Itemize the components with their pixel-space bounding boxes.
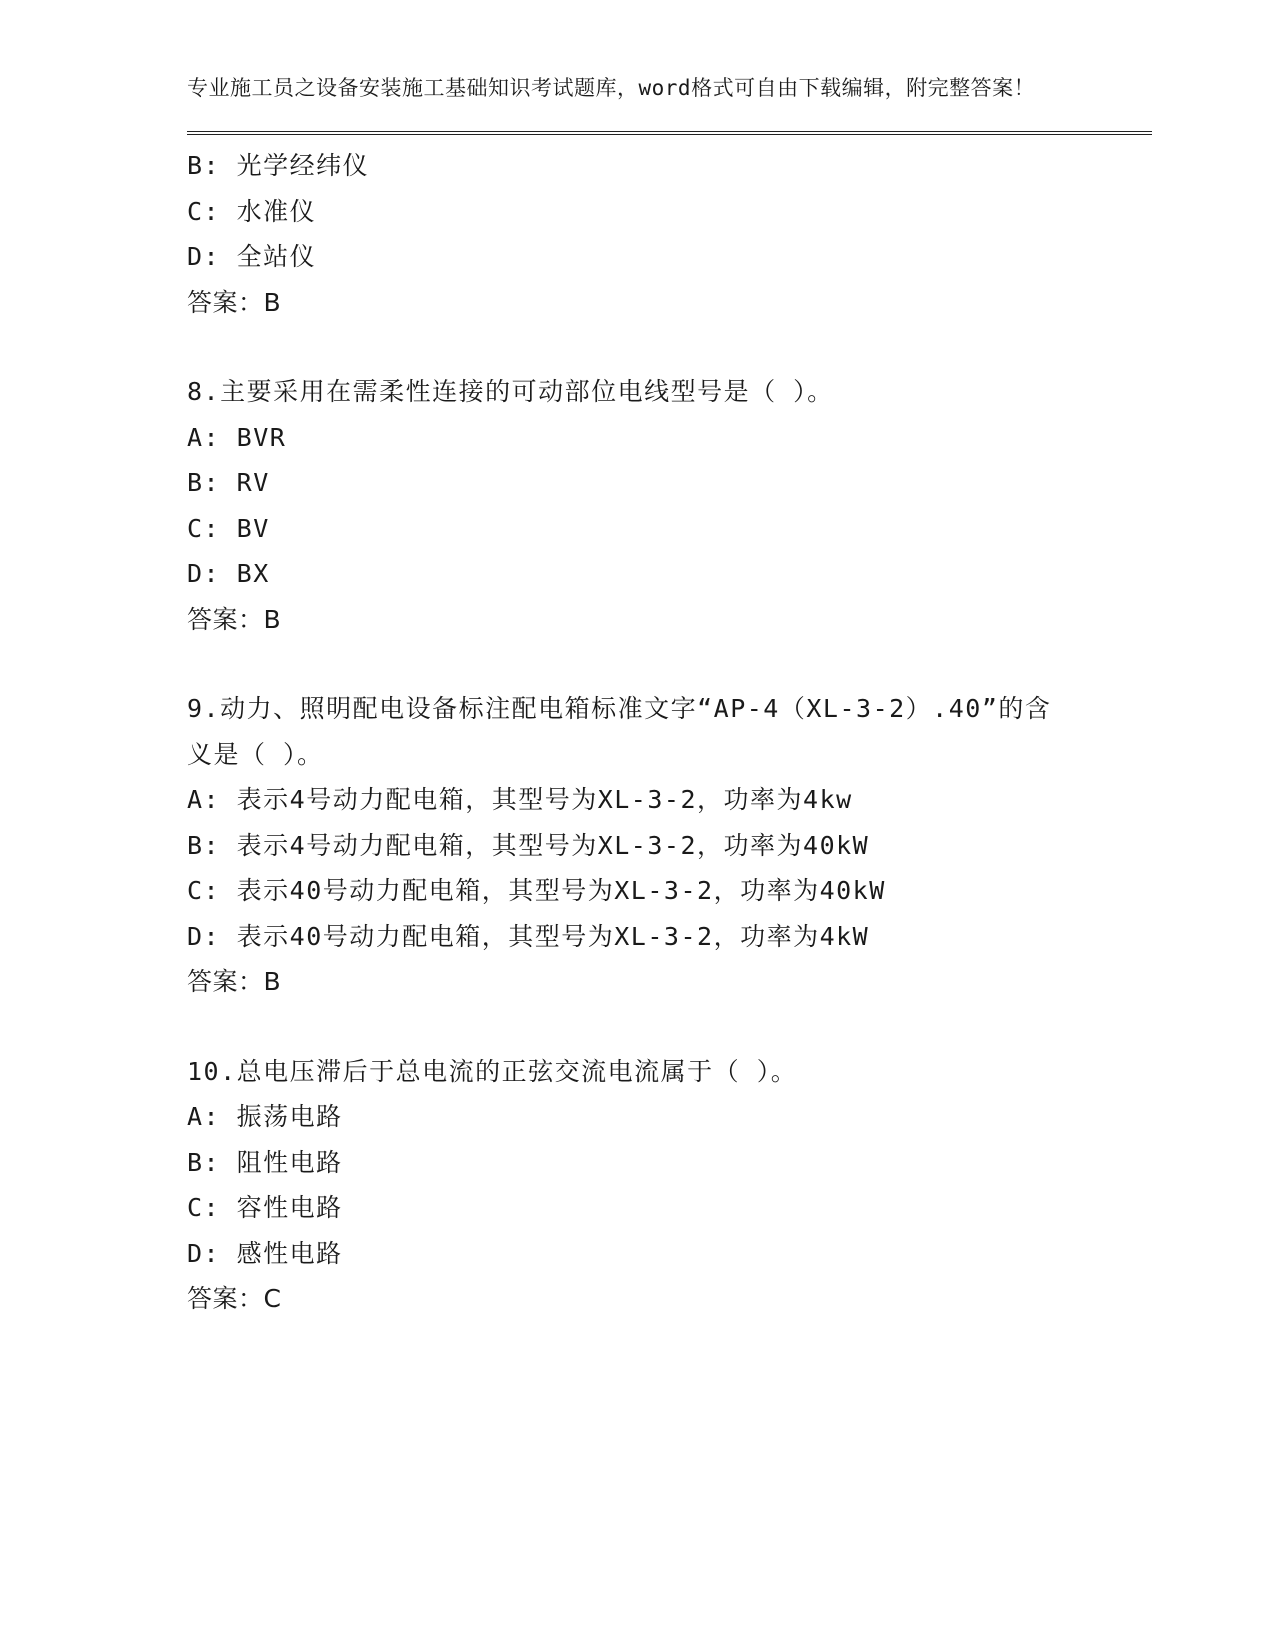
question-8 <box>187 369 1152 642</box>
option-d: D: BX <box>187 559 270 588</box>
option-c: C: 水准仪 <box>187 196 317 226</box>
answer: 答案：B <box>187 604 282 634</box>
question-10 <box>187 1049 1152 1322</box>
option-a: A: 振荡电路 <box>187 1102 343 1131</box>
document-page <box>187 72 1152 1322</box>
option-a: A: BVR <box>187 422 287 452</box>
answer: 答案：B <box>187 967 282 996</box>
question-text: 9.动力、照明配电设备标注配电箱标准文字“AP-4（XL-3-2）.40”的含义是（ ）。 <box>187 694 1052 769</box>
option-b: B: 表示4号动力配电箱，其型号为XL-3-2，功率为40kW <box>187 830 870 860</box>
answer: 答案：C <box>187 1284 282 1313</box>
option-b: B: RV <box>187 468 270 497</box>
option-b: B: 阻性电路 <box>187 1147 343 1177</box>
spacer <box>187 1005 1152 1049</box>
option-c: C: 容性电路 <box>187 1193 343 1222</box>
spacer <box>187 325 1152 369</box>
option-a: A: 表示4号动力配电箱，其型号为XL-3-2，功率为4kw <box>187 785 853 814</box>
option-c: C: 表示40号动力配电箱，其型号为XL-3-2，功率为40kW <box>187 876 886 905</box>
question-7-continued <box>187 143 1152 325</box>
option-d: D: 全站仪 <box>187 242 317 271</box>
question-9 <box>187 686 1152 1005</box>
option-d: D: 感性电路 <box>187 1238 343 1268</box>
header-divider <box>187 131 1152 135</box>
spacer <box>187 642 1152 686</box>
document-header: 专业施工员之设备安装施工基础知识考试题库，word格式可自由下载编辑，附完整答案！ <box>187 76 1036 100</box>
question-text: 8.主要采用在需柔性连接的可动部位电线型号是（ ）。 <box>187 377 834 406</box>
answer: 答案：B <box>187 287 282 317</box>
question-text: 10.总电压滞后于总电流的正弦交流电流属于（ ）。 <box>187 1056 798 1086</box>
option-d: D: 表示40号动力配电箱，其型号为XL-3-2，功率为4kW <box>187 921 870 951</box>
option-b: B: 光学经纬仪 <box>187 151 370 180</box>
option-c: C: BV <box>187 513 270 543</box>
